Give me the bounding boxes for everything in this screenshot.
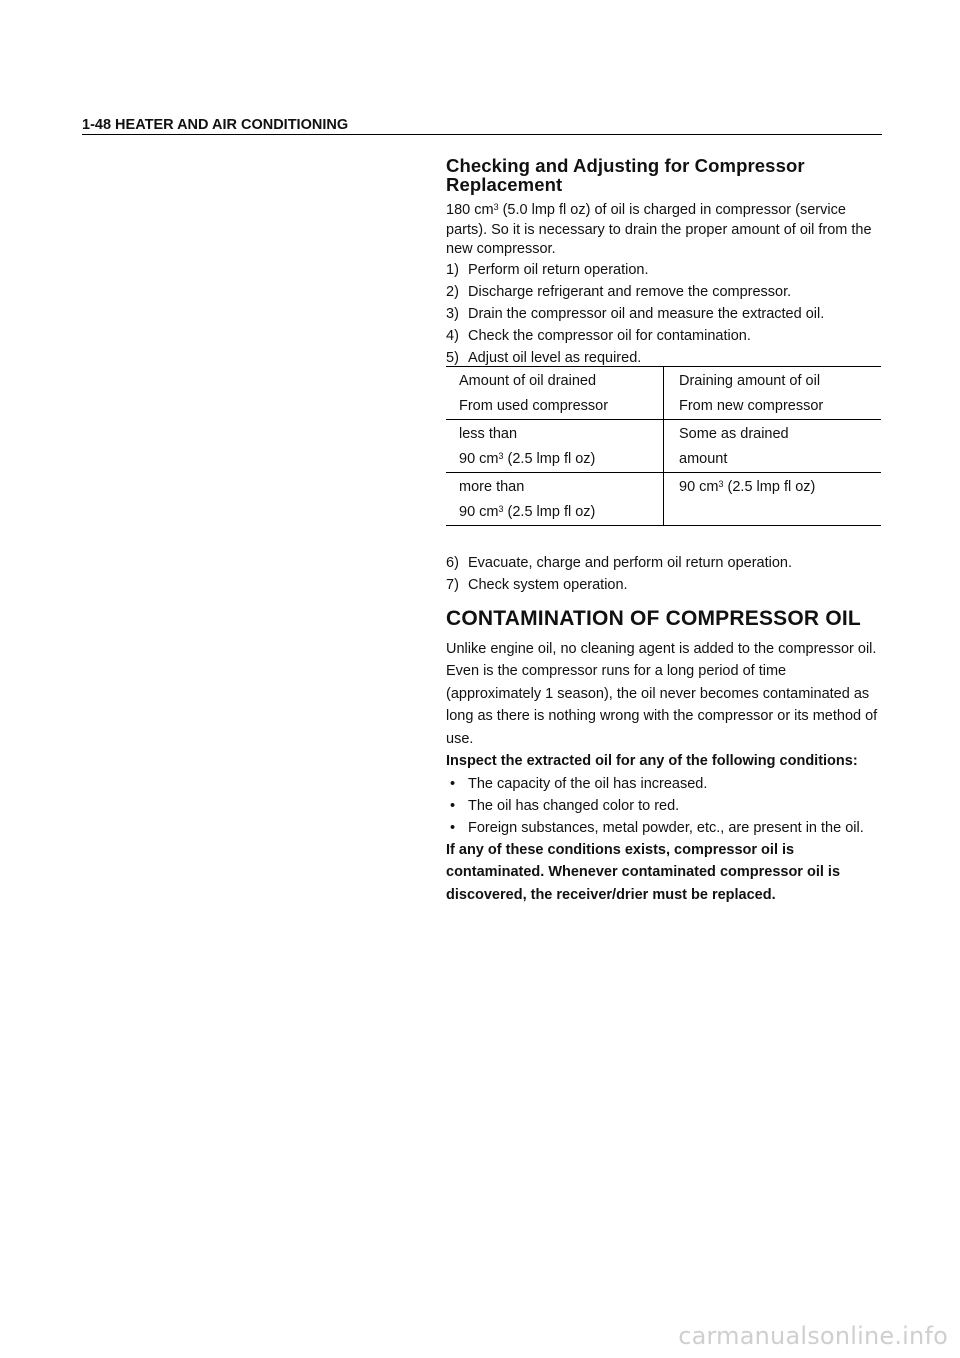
steps-list-continued [446, 554, 882, 595]
bullet-icon: • [450, 819, 456, 836]
step-item: 7) Check system operation. [446, 576, 628, 593]
table-cell: more than 90 $cm^3$ (2.5 lmp fl oz) [446, 472, 664, 525]
body-paragraph: Unlike engine oil, no cleaning agent is added to the compressor oil. Even is the compressor runs for a long period of time (approximately 1 season), the oil never becomes contaminated as long as there is nothing wrong with the compressor or its method of use. [446, 640, 878, 747]
table-cell: 90 $cm^3$ (2.5 lmp fl oz) [664, 472, 882, 525]
table-cell: Some as drained amount [664, 419, 882, 472]
page-header [82, 117, 882, 135]
steps-list [446, 261, 882, 368]
table-header-cell: Amount of oil drained From used compressor [446, 366, 664, 419]
step-item: 3) Drain the compressor oil and measure the extracted oil. [446, 305, 825, 322]
table-header-row [446, 366, 881, 419]
list-item: • Foreign substances, metal powder, etc., are present in the oil. [446, 817, 882, 839]
conclusion-paragraph: If any of these conditions exists, compressor oil is contaminated. Whenever contaminated compressor oil is discovered, the receiver/drier must be replaced. [446, 841, 841, 903]
inspect-instruction: Inspect the extracted oil for any of the following conditions: [446, 753, 858, 769]
table-row [446, 419, 881, 472]
table-row [446, 472, 881, 525]
list-item: • The oil has changed color to red. [446, 795, 882, 817]
step-item: 5) Adjust oil level as required. [446, 349, 642, 366]
step-item: 2) Discharge refrigerant and remove the compressor. [446, 283, 792, 300]
bullet-list [446, 773, 882, 839]
step-item: 6) Evacuate, charge and perform oil return operation. [446, 554, 793, 571]
table-header-cell: Draining amount of oil From new compressor [664, 366, 882, 419]
section-title: Checking and Adjusting for Compressor Replacement [446, 155, 805, 195]
intro-paragraph: 180 $cm^3$ (5.0 lmp fl oz) of oil is charged in compressor (service parts). So it is necessary to drain the proper amount of oil from the new compressor. [446, 202, 872, 257]
bullet-icon: • [450, 775, 456, 792]
main-column [446, 156, 882, 906]
section-heading: CONTAMINATION OF COMPRESSOR OIL [446, 606, 861, 630]
oil-adjustment-table [446, 366, 881, 526]
step-item: 4) Check the compressor oil for contamination. [446, 327, 751, 344]
bullet-icon: • [450, 797, 456, 814]
watermark: carmanualsonline.info [678, 1322, 948, 1350]
table-cell: less than 90 $cm^3$ (2.5 lmp fl oz) [446, 419, 664, 472]
page-header-title: 1-48 HEATER AND AIR CONDITIONING [82, 117, 349, 133]
step-item: 1) Perform oil return operation. [446, 261, 649, 278]
list-item: • The capacity of the oil has increased. [446, 773, 882, 795]
